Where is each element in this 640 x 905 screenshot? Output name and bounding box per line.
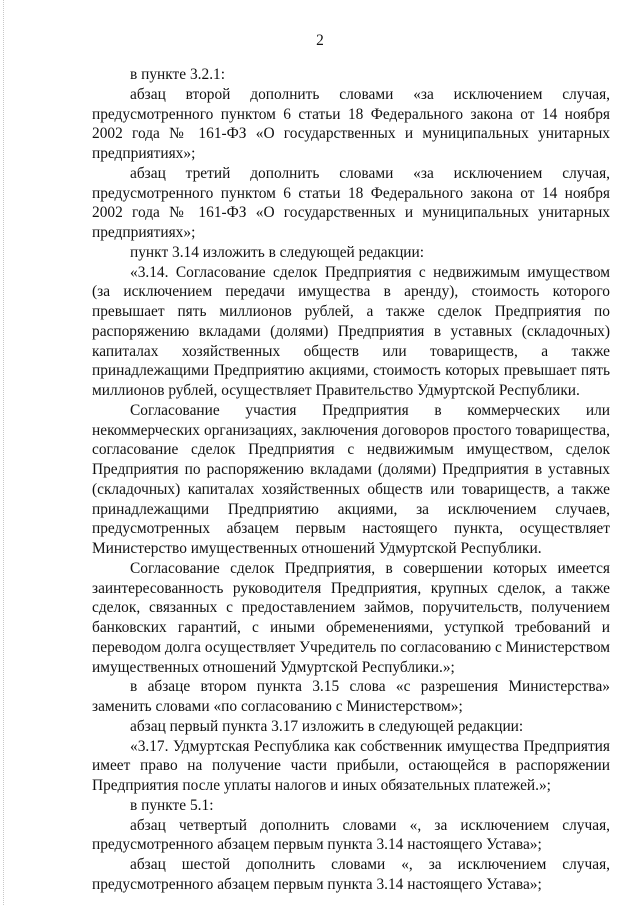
paragraph-abzac-shestoi: абзац шестой дополнить словами «, за исключением случая, предусмотренного абзацем первым пункта 3.14 настоящего Устава»; <box>92 856 610 893</box>
paragraph-abzac-chetvertyi: абзац четвертый дополнить словами «, за исключением случая, предусмотренного абзацем первым пункта 3.14 настоящего Устава»; <box>92 816 610 854</box>
paragraph-abzac-tretii: абзац третий дополнить словами «за исключением случая, предусмотренного пунктом 6 статьи 18 Федерального закона от 14 ноября 2002 года № 161-ФЗ «О государственных и муниципальных унитарных предприятиях»; <box>92 164 610 241</box>
paragraph-item-3-17-intro: абзац первый пункта 3.17 изложить в следующей редакции: <box>130 717 524 735</box>
paragraph-item-3-15: в абзаце втором пункта 3.15 слова «с разрешения Министерства» заменить словами «по согласованию с Министерством»; <box>92 678 610 715</box>
paragraph-3-14-second: Согласование участия Предприятия в коммерческих или некоммерческих организациях, заключения договоров простого товарищества, согласование сделок Предприятия с недвижимым имуществом, сделок Предприятия по распоряжению вкладами (долями) Предприятия в уставных (складочных) капиталах хозяйственных обществ или товариществ, а также принадлежащими Предприятию акциями, за исключением случаев, предусмотренных абзацем первым настоящего пункта, осуществляет Министерство имущественных отношений Удмуртской Республики. <box>92 401 610 557</box>
scan-edge <box>3 0 4 905</box>
paragraph-item-3-14-intro: пункт 3.14 изложить в следующей редакции: <box>130 243 425 261</box>
paragraph-item-5-1-intro: в пункте 5.1: <box>130 796 214 814</box>
paragraph-3-14-first: «3.14. Согласование сделок Предприятия с недвижимым имуществом (за исключением передачи имущества в аренду), стоимость которого превышает пять миллионов рублей, а также сделок Предприятия по распоряжению вкладами (долями) Предприятия в уставных (складочных) капиталах хозяйственных обществ или товариществ, а также принадлежащими Предприятию акциями, стоимость которых превышает пять миллионов рублей, осуществляет Правительство Удмуртской Республики. <box>92 263 610 399</box>
document-body <box>92 65 610 895</box>
paragraph-3-17-text: «3.17. Удмуртская Республика как собственник имущества Предприятия имеет право на получение части прибыли, остающейся в распоряжении Предприятия после уплаты налогов и иных обязательных платежей.»; <box>92 737 610 794</box>
paragraph-abzac-vtoroi: абзац второй дополнить словами «за исключением случая, предусмотренного пунктом 6 статьи 18 Федерального закона от 14 ноября 2002 года № 161-ФЗ «О государственных и муниципальных унитарных предприятиях»; <box>92 85 610 162</box>
page-number: 2 <box>316 32 324 49</box>
paragraph-item-3-2-1-intro: в пункте 3.2.1: <box>130 66 226 83</box>
paragraph-3-14-third: Согласование сделок Предприятия, в совершении которых имеется заинтересованность руководителя Предприятия, крупных сделок, а также сделок, связанных с предоставлением займов, поручительств, получением банковских гарантий, с иными обременениями, уступкой требований и переводом долга осуществляет Учредитель по согласованию с Министерством имущественных отношений Удмуртской Республики.»; <box>92 559 610 676</box>
